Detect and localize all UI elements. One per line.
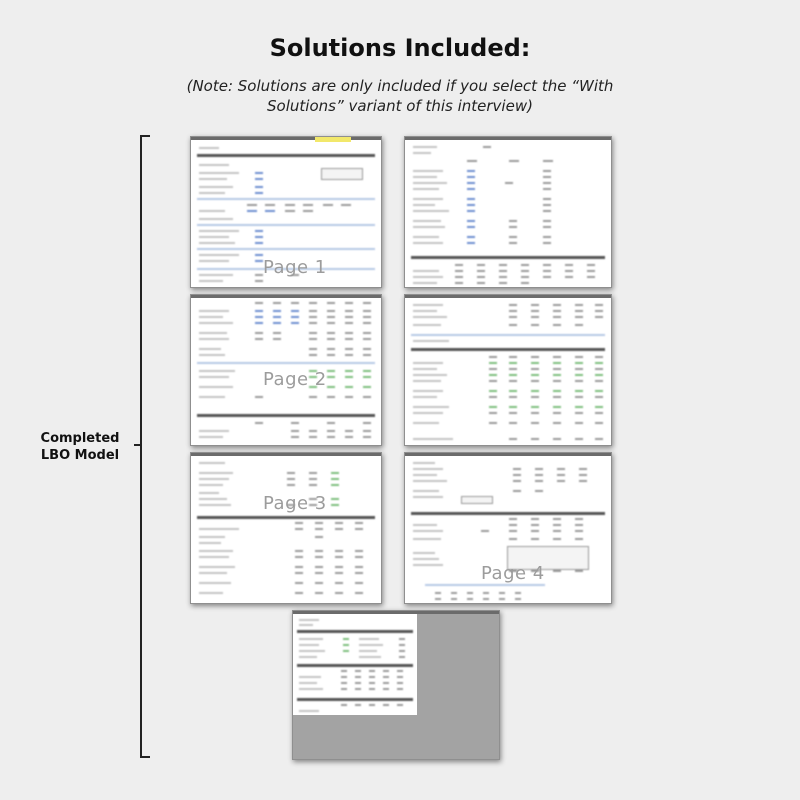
thumbnail-sheet-1 bbox=[190, 136, 382, 288]
side-label: Completed LBO Model bbox=[40, 431, 120, 463]
solutions-note: (Note: Solutions are only included if you select the “With Solutions” variant of this interview) bbox=[186, 77, 614, 115]
thumbnail-sheet-4 bbox=[404, 294, 612, 446]
watermark-page-3: Page 3 bbox=[263, 493, 327, 514]
bracket bbox=[140, 135, 152, 758]
thumbnail-sheet-5 bbox=[190, 452, 382, 604]
thumbnail-sheet-6 bbox=[404, 452, 612, 604]
watermark-page-4: Page 4 bbox=[481, 563, 545, 584]
watermark-page-2: Page 2 bbox=[263, 369, 327, 390]
thumbnail-sheet-2 bbox=[404, 136, 612, 288]
watermark-page-1: Page 1 bbox=[263, 257, 327, 278]
page-title: Solutions Included: bbox=[269, 34, 531, 62]
thumbnail-sheet-7 bbox=[292, 610, 500, 760]
thumbnail-sheet-3 bbox=[190, 294, 382, 446]
